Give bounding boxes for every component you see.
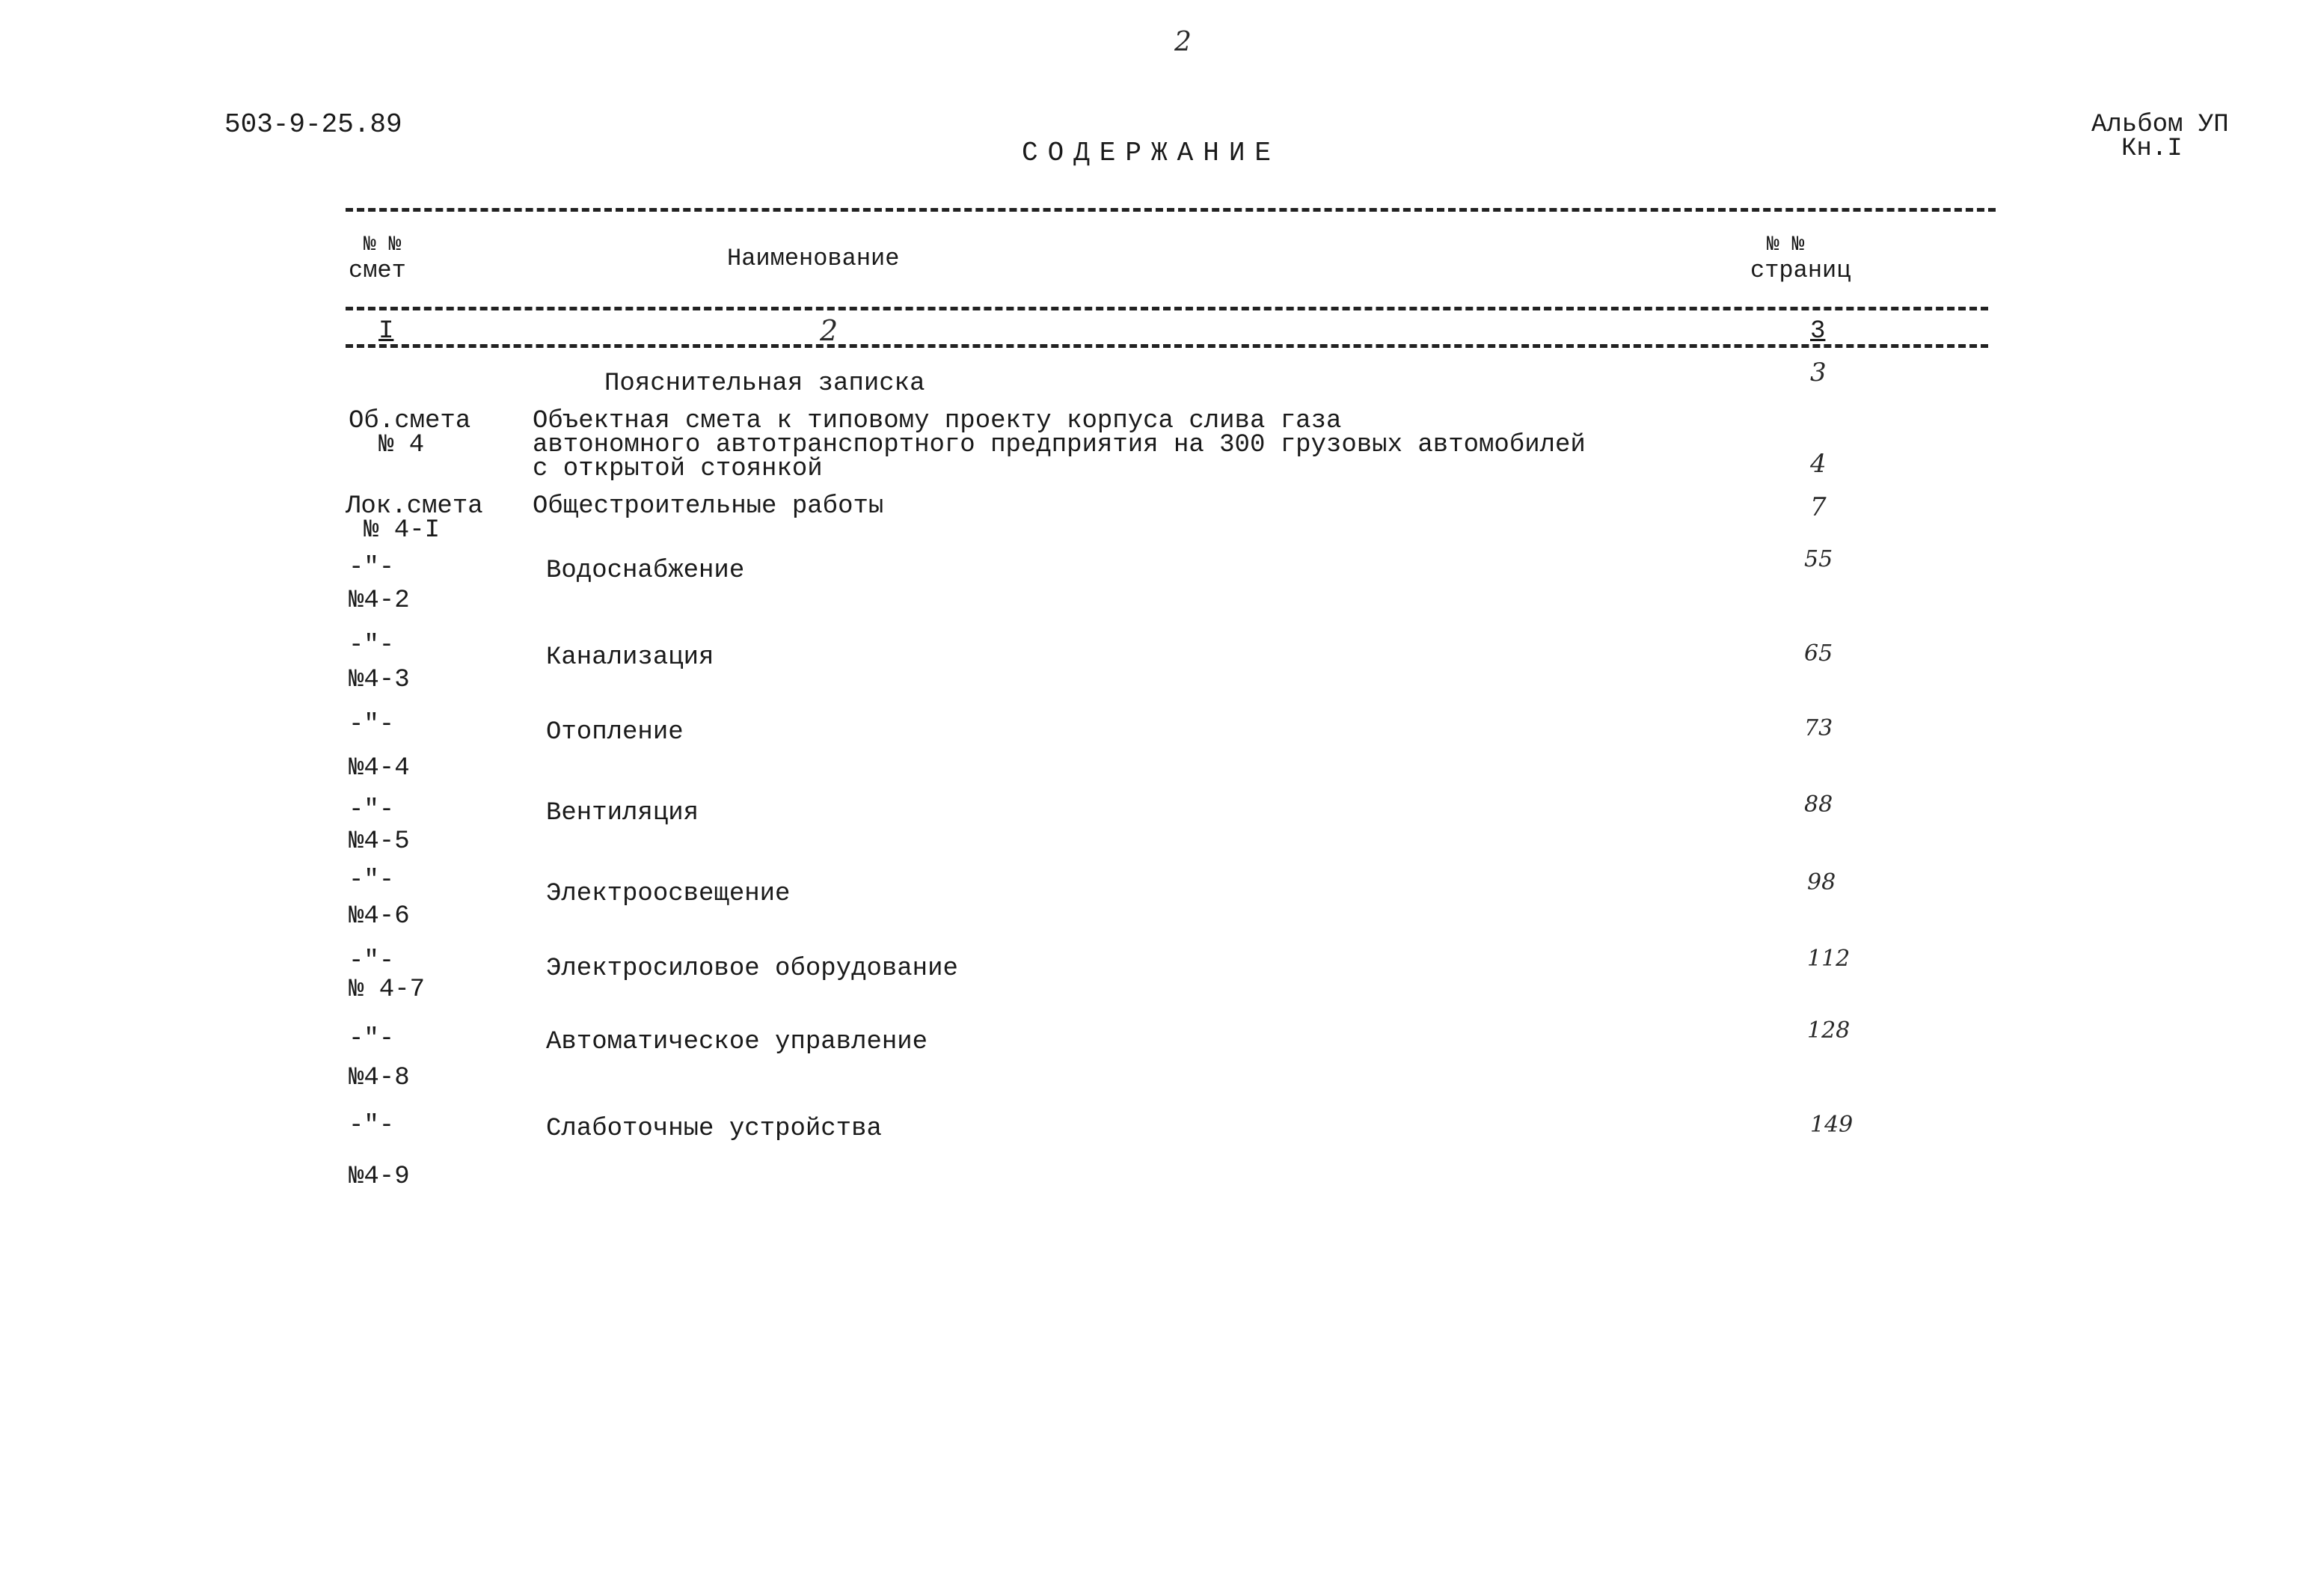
row-name: Отопление xyxy=(546,718,684,747)
row-estimate-number: №4-4 xyxy=(349,754,410,783)
row-estimate-type: -"- xyxy=(349,554,395,582)
page-number: 2 xyxy=(1174,27,1192,58)
row-estimate-number: №4-2 xyxy=(349,587,410,615)
row-estimate-type: -"- xyxy=(349,1112,395,1140)
col1-header-number-sign: № № xyxy=(364,233,402,257)
document-code: 503-9-25.89 xyxy=(224,109,402,140)
row-page: 73 xyxy=(1804,715,1833,741)
row-estimate-number: №4-8 xyxy=(349,1064,410,1092)
row-page: 128 xyxy=(1807,1017,1851,1044)
row-name: Общестроительные работы xyxy=(533,492,884,521)
row-page: 65 xyxy=(1804,640,1833,667)
row-page: 3 xyxy=(1810,358,1827,388)
row-name: Электроосвещение xyxy=(546,880,791,908)
header-top-rule xyxy=(346,208,1996,212)
row-estimate-type: -"- xyxy=(349,947,395,976)
row-page: 55 xyxy=(1804,546,1833,572)
row-name: Вентиляция xyxy=(546,799,699,827)
row-estimate-type: Лок.смета xyxy=(346,492,483,521)
col-number-2: 2 xyxy=(820,314,838,347)
album-label: Альбом УП xyxy=(2091,111,2229,139)
col2-header: Наименование xyxy=(727,245,900,272)
row-name: с открытой стоянкой xyxy=(533,455,823,483)
row-page: 4 xyxy=(1810,449,1827,479)
row-name: автономного автотранспортного предприятия на 300 грузовых автомобилей xyxy=(533,431,1586,459)
row-estimate-type: -"- xyxy=(349,866,395,895)
row-estimate-type: -"- xyxy=(349,711,395,739)
col-number-1: I xyxy=(378,317,394,346)
row-estimate-number: №4-6 xyxy=(349,902,410,931)
col-number-3: 3 xyxy=(1810,317,1826,346)
col1-header: смет xyxy=(349,257,406,284)
row-estimate-number: №4-3 xyxy=(349,666,410,694)
row-name: Канализация xyxy=(546,643,714,672)
book-label: Кн.I xyxy=(2121,135,2183,163)
row-estimate-number: №4-5 xyxy=(349,827,410,856)
row-estimate-number: № 4 xyxy=(378,431,425,459)
header-bottom-rule xyxy=(346,344,1988,348)
row-page: 88 xyxy=(1804,792,1833,818)
col3-header: страниц xyxy=(1750,257,1851,284)
row-estimate-number: № 4-7 xyxy=(349,976,426,1004)
row-name: Пояснительная записка xyxy=(604,370,925,398)
header-middle-rule xyxy=(346,307,1988,310)
row-estimate-type: -"- xyxy=(349,796,395,824)
row-page: 149 xyxy=(1810,1112,1854,1138)
row-name: Объектная смета к типовому проекту корпуса слива газа xyxy=(533,407,1342,435)
row-page: 98 xyxy=(1807,869,1836,896)
row-estimate-type: -"- xyxy=(349,631,395,660)
row-estimate-type: Об.смета xyxy=(349,407,471,435)
row-estimate-number: № 4-I xyxy=(364,516,441,545)
row-name: Слаботочные устройства xyxy=(546,1115,882,1143)
row-estimate-type: -"- xyxy=(349,1025,395,1053)
row-name: Водоснабжение xyxy=(546,557,745,585)
row-page: 112 xyxy=(1807,946,1851,972)
row-page: 7 xyxy=(1810,492,1827,522)
row-estimate-number: №4-9 xyxy=(349,1163,410,1191)
row-name: Электросиловое оборудование xyxy=(546,955,958,983)
row-name: Автоматическое управление xyxy=(546,1028,928,1056)
page-title: СОДЕРЖАНИЕ xyxy=(1022,138,1281,168)
col3-header-number-sign: № № xyxy=(1767,233,1805,257)
